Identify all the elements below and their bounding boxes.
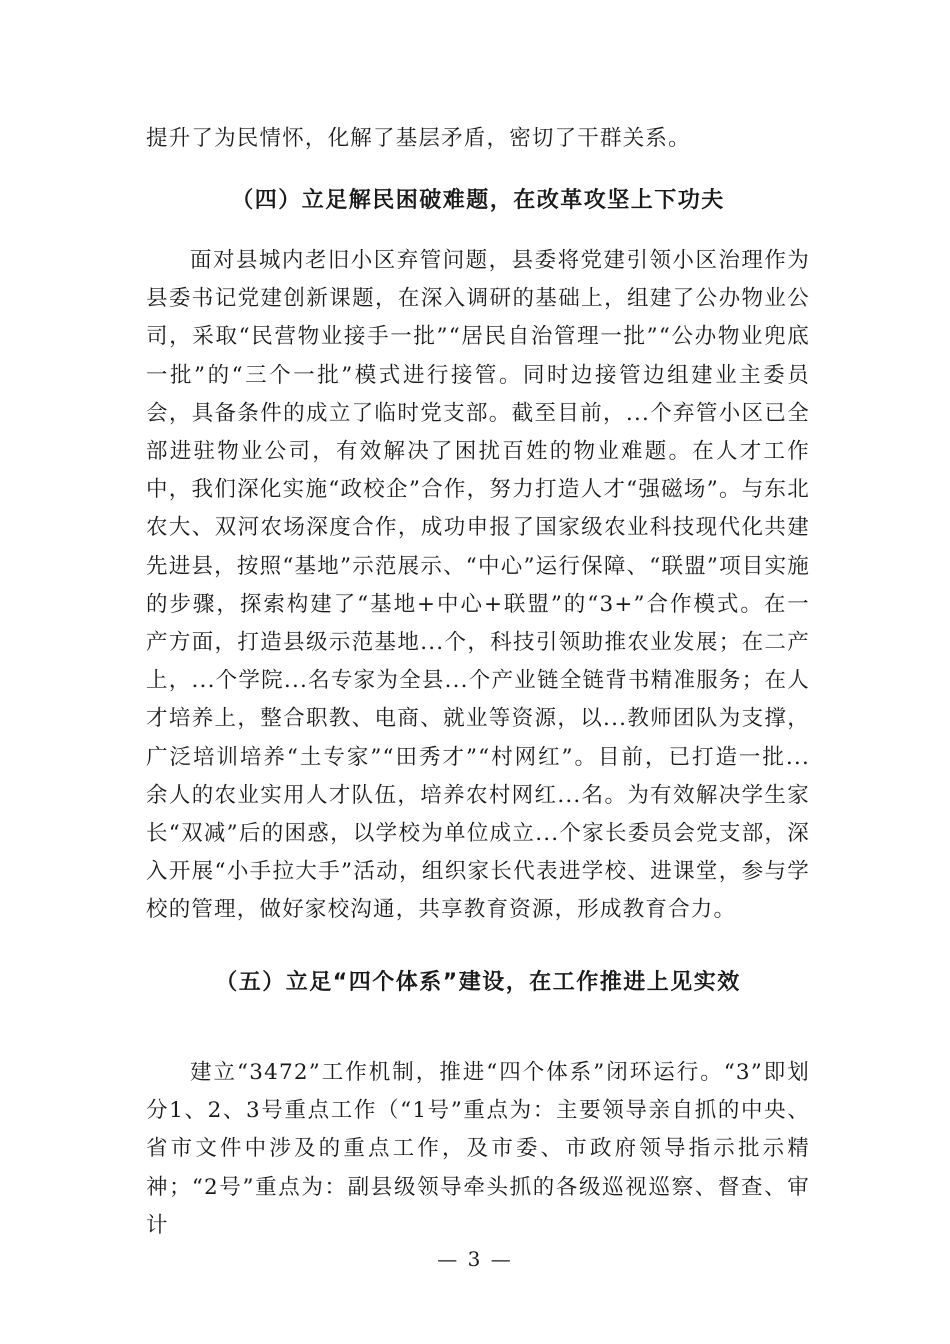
paragraph-section-4: 面对县城内老旧小区弃管问题，县委将党建引领小区治理作为县委书记党建创新课题，在深入调研的基础上，组建了公办物业公司，采取“民营物业接手一批”“居民自治管理一批”“公办物业兜底一批”的“三个一批”模式进行接管。同时边接管边组建业主委员会，具备条件的成立了临时党支部。截至目前，...个弃管小区已全部进驻物业公司，有效解决了困扰百姓的物业难题。在人才工作中，我们深化实施“政校企”合作，努力打造人才“强磁场”。与东北农大、双河农场深度合作，成功申报了国家级农业科技现代化共建先进县，按照“基地”示范展示、“中心”运行保障、“联盟”项目实施的步骤，探索构建了“基地+中心+联盟”的“3+”合作模式。在一产方面，打造县级示范基地...个，科技引领助推农业发展；在二产上，...个学院...名专家为全县...个产业链全链背书精准服务；在人才培养上，整合职教、电商、就业等资源，以...教师团队为支撑，广泛培训培养“土专家”“田秀才”“村网红”。目前，已打造一批...余人的农业实用人才队伍，培养农村网红...名。为有效解决学生家长“双减”后的困惑，以学校为单位成立...个家长委员会党支部，深入开展“小手拉大手”活动，组织家长代表进学校、进课堂，参与学校的管理，做好家校沟通，共享教育资源，形成教育合力。 (146, 248, 810, 923)
page-number: — 3 — (437, 1247, 513, 1271)
paragraph-section-5: 建立“3472”工作机制，推进“四个体系”闭环运行。“3”即划分1、2、3号重点工作（“1号”重点为：主要领导亲自抓的中央、省市文件中涉及的重点工作，及市委、市政府领导指示批示精神；“2号”重点为：副县级领导牵头抓的各级巡视巡察、督查、审计 (146, 1060, 810, 1238)
section-heading-4: （四）立足解民困破难题，在改革攻坚上下功夫 (231, 188, 725, 213)
paragraph-continuation: 提升了为民情怀，化解了基层矛盾，密切了干群关系。 (146, 126, 691, 151)
section-heading-5: （五）立足“四个体系”建设，在工作推进上见实效 (215, 970, 741, 995)
